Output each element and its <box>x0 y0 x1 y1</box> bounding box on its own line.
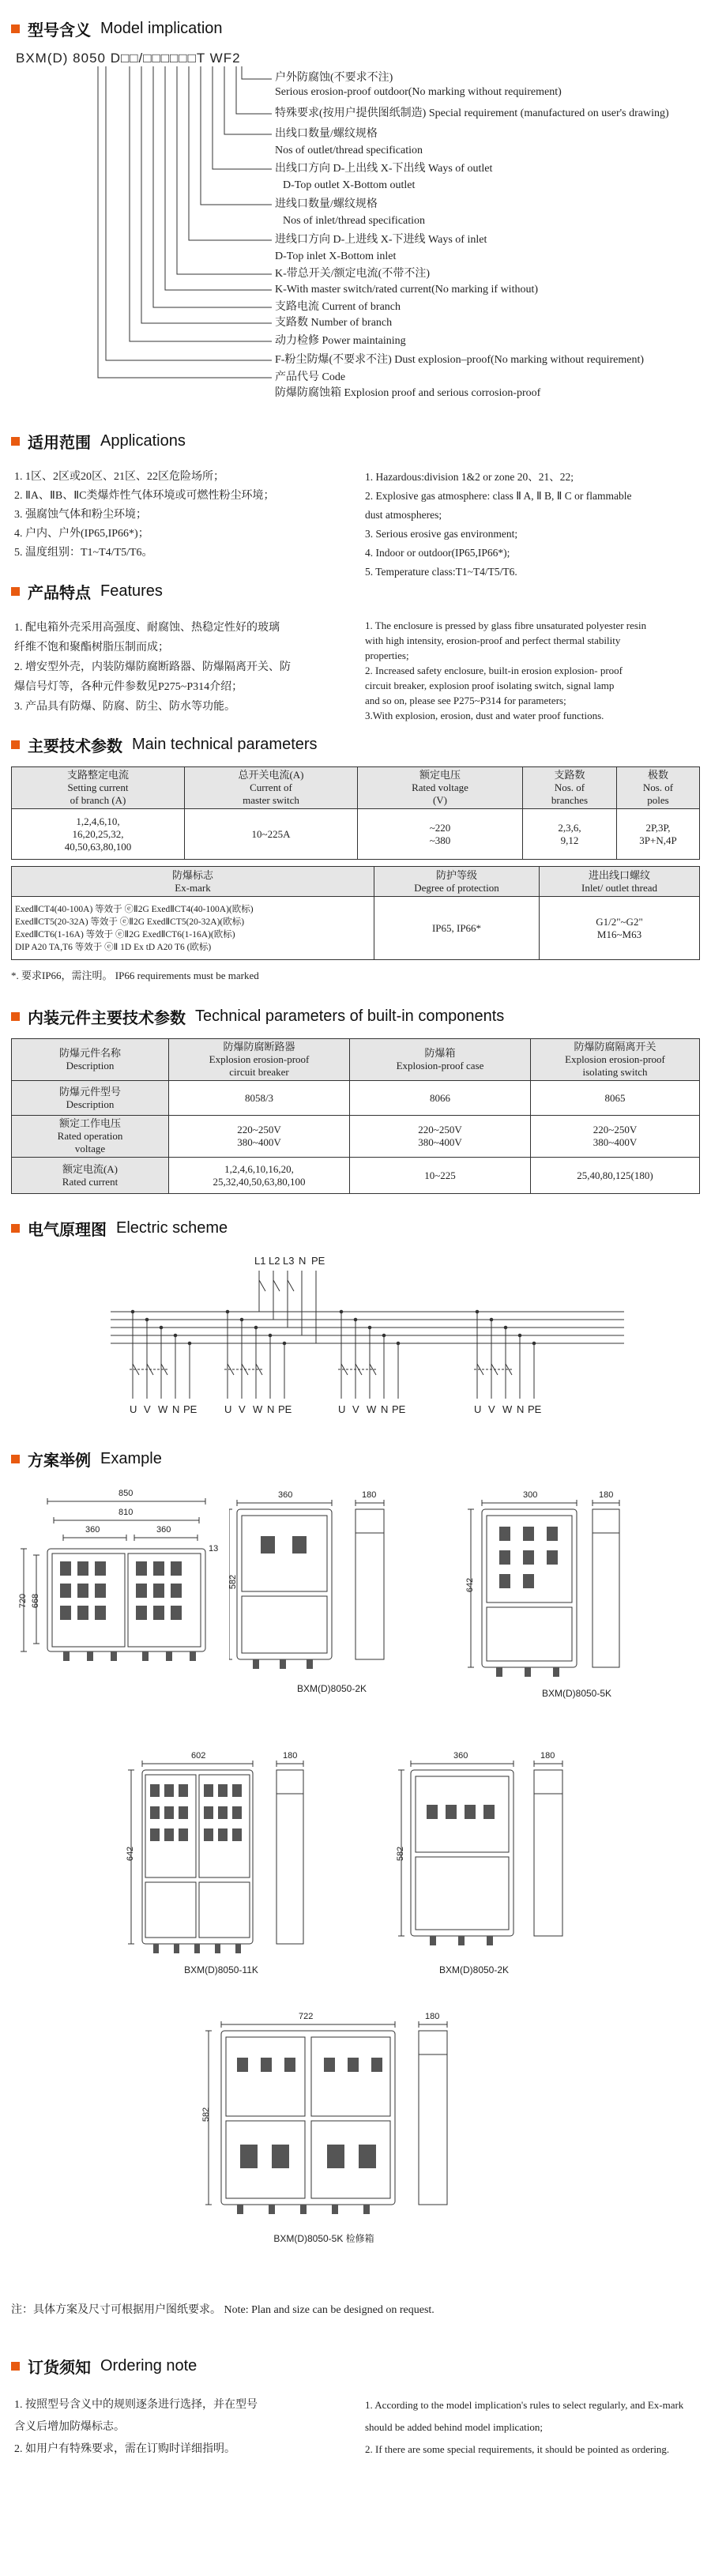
applications-cn: 1. 1区、2区或20区、21区、22区危险场所； 2. ⅡA、ⅡB、ⅡC类爆炸性气体环境或可燃性粉尘环境； 3. 强腐蚀气体和粉尘环境； 4. 户内、户外(IP65,IP66*)； 5. 温度组别：T1~T4/T5/T6。 <box>14 471 275 559</box>
table-header-cell: 极数 Nos. of poles <box>617 767 700 809</box>
table-cell: 220~250V 380~400V <box>531 1116 700 1158</box>
example-drawing-2k-b <box>395 1746 600 1983</box>
table-header-cell: 支路数 Nos. of branches <box>523 767 617 809</box>
model-line: 特殊要求(按用户提供图纸制造) Special requirement (manufactured on user's drawing) <box>275 107 669 119</box>
table-cell: 8058/3 <box>169 1081 350 1116</box>
dimension-label: 582 <box>228 1574 239 1590</box>
outlet-label: N <box>381 1403 389 1415</box>
outlet-label: PE <box>392 1403 406 1415</box>
ordering-cn: 1. 按照型号含义中的规则逐条进行选择，并在型号 含义后增加防爆标志。 2. 如用户有特殊要求，需在订购时详细指明。 <box>14 2399 258 2455</box>
example-drawing-2k <box>229 1486 434 1707</box>
example-drawing-5k <box>458 1486 695 1707</box>
table-cell: 2P,3P, 3P+N,4P <box>617 809 700 860</box>
square-bullet-icon <box>11 587 20 596</box>
section-main-params-title: 主要技术参数 Main technical parameters <box>11 733 318 756</box>
bus-label: L2 <box>269 1255 280 1267</box>
dimension-label: 360 <box>278 1490 293 1500</box>
table-cell: 25,40,80,125(180) <box>531 1158 700 1194</box>
outlet-label: PE <box>183 1403 198 1415</box>
dimension-label: 850 <box>118 1489 134 1498</box>
square-bullet-icon <box>11 2362 20 2371</box>
dimension-label: 722 <box>299 2012 314 2021</box>
outlet-label: W <box>502 1403 513 1415</box>
applications-en: 1. Hazardous:division 1&2 or zone 20、21、22; 2. Explosive gas atmosphere: class Ⅱ A, Ⅱ B, Ⅱ C or flammable dust atmospheres; 3. Serious erosive gas environment; 4. Indoor or outdoor(IP65,IP66*); 5. Temperature class:T1~T4/T5/T6. <box>365 471 632 578</box>
model-line: 动力检修 Power maintaining <box>275 335 406 347</box>
bus-label: PE <box>311 1255 325 1267</box>
dimension-label: 13 <box>209 1544 219 1554</box>
outlet-label: U <box>130 1403 137 1415</box>
model-line: 进线口数量/螺纹规格 <box>275 198 378 210</box>
dimension-label: 642 <box>465 1577 476 1593</box>
table-header-cell: 防爆防腐断路器 Explosion erosion-proof circuit breaker <box>169 1039 350 1081</box>
table-cell: 1,2,4,6,10,16,20, 25,32,40,50,63,80,100 <box>169 1158 350 1194</box>
dimension-label: 180 <box>540 1751 555 1761</box>
dimension-label: 668 <box>31 1593 41 1609</box>
example-caption: BXM(D)8050-11K <box>184 1964 258 1975</box>
outlet-label: W <box>367 1403 377 1415</box>
table-cell: 1,2,4,6,10, 16,20,25,32, 40,50,63,80,100 <box>12 809 185 860</box>
square-bullet-icon <box>11 1455 20 1463</box>
table-cell: 10~225 <box>350 1158 531 1194</box>
model-line: 防爆防腐蚀箱 Explosion proof and serious corrosion-proof <box>275 387 541 399</box>
outlet-label: U <box>338 1403 346 1415</box>
square-bullet-icon <box>11 1224 20 1233</box>
section-components-title: 内装元件主要技术参数 Technical parameters of built-in components <box>11 1005 504 1028</box>
outlet-label: W <box>158 1403 168 1415</box>
model-code: BXM(D) 8050 D□□/□□□□□□T WF2 <box>16 51 241 66</box>
model-line: F-粉尘防爆(不要求不注) Dust explosion–proof(No marking without requirement) <box>275 354 644 366</box>
table-header-cell: 额定电压 Rated voltage (V) <box>358 767 523 809</box>
table-header-cell: 防爆标志 Ex-mark <box>12 867 374 897</box>
main-params-table <box>11 766 700 860</box>
table-cell: 220~250V 380~400V <box>169 1116 350 1158</box>
features-en: 1. The enclosure is pressed by glass fibre unsaturated polyester resin with high intensity, erosion-proof and perfect thermal stability properties; 2. Increased safety enclosure, built-in erosion explosion- proof circuit breaker, explosion proof isolating switch, signal lamp and so on, please see P275~P314 for parameters; 3.With explosion, erosion, dust and water proof functions. <box>365 620 647 721</box>
example-drawing-11k <box>118 1746 356 1983</box>
table-cell: 8065 <box>531 1081 700 1116</box>
model-line: 户外防腐蚀(不要求不注) <box>275 72 393 84</box>
model-line: D-Top inlet X-Bottom inlet <box>275 250 397 262</box>
outlet-label: V <box>488 1403 495 1415</box>
section-applications-title: 适用范围 Applications <box>11 430 186 453</box>
table-header-cell: 防爆防腐隔离开关 Explosion erosion-proof isolating switch <box>531 1039 700 1081</box>
table-header-cell: 防爆箱 Explosion-proof case <box>350 1039 531 1081</box>
bus-label: L1 <box>254 1255 266 1267</box>
model-line: 产品代号 Code <box>275 371 346 383</box>
model-line: 出线口数量/螺纹规格 <box>275 128 378 140</box>
section-electric-title: 电气原理图 Electric scheme <box>11 1217 228 1240</box>
section-example-title: 方案举例 Example <box>11 1448 162 1471</box>
outlet-label: N <box>267 1403 275 1415</box>
outlet-label: W <box>253 1403 263 1415</box>
example-drawing-5k-maintenance <box>198 2007 514 2252</box>
table-cell: ~220 ~380 <box>358 809 523 860</box>
model-line: Nos of outlet/thread specification <box>275 145 423 156</box>
example-caption: BXM(D)8050-5K <box>541 1688 612 1699</box>
components-table <box>11 1038 700 1194</box>
dimension-label: 300 <box>523 1490 538 1500</box>
dimension-label: 180 <box>425 2012 440 2021</box>
table-cell: G1/2"~G2" M16~M63 <box>540 897 700 960</box>
model-line: K-带总开关/额定电流(不带不注) <box>275 268 430 280</box>
dimension-label: 642 <box>126 1846 136 1862</box>
row-label-cell: 额定电流(A) Rated current <box>12 1158 169 1194</box>
example-caption: BXM(D)8050-2K <box>296 1683 367 1694</box>
electric-scheme <box>0 1248 711 1430</box>
model-line: K-With master switch/rated current(No marking if without) <box>275 284 539 296</box>
outlet-label: V <box>352 1403 359 1415</box>
dimension-label: 180 <box>599 1490 614 1500</box>
outlet-label: V <box>239 1403 246 1415</box>
dimension-label: 810 <box>118 1508 134 1517</box>
dimension-label: 582 <box>201 2107 212 2122</box>
outlet-label: N <box>517 1403 525 1415</box>
table-cell: 10~225A <box>185 809 358 860</box>
ip-note: *. 要求IP66，需注明。 IP66 requirements must be marked <box>11 970 259 981</box>
example-drawing-large <box>16 1486 219 1675</box>
section-model-title: 型号含义 Model implication <box>11 17 223 40</box>
square-bullet-icon <box>11 24 20 33</box>
example-note: 注：具体方案及尺寸可根据用户图纸要求。 Note: Plan and size can be designed on request. <box>11 2304 434 2316</box>
example-caption: BXM(D)8050-2K <box>438 1964 510 1975</box>
table-cell: IP65, IP66* <box>374 897 540 960</box>
model-line: 出线口方向 D-上出线 X-下出线 Ways of outlet <box>275 163 493 175</box>
dimension-label: 180 <box>362 1490 377 1500</box>
dimension-label: 360 <box>85 1525 100 1535</box>
row-label-cell: 额定工作电压 Rated operation voltage <box>12 1116 169 1158</box>
dimension-label: 360 <box>453 1751 468 1761</box>
model-line: D-Top outlet X-Bottom outlet <box>283 179 416 191</box>
section-features-title: 产品特点 Features <box>11 580 163 603</box>
outlet-label: U <box>224 1403 232 1415</box>
table-header-cell: 总开关电流(A) Current of master switch <box>185 767 358 809</box>
square-bullet-icon <box>11 437 20 446</box>
square-bullet-icon <box>11 1012 20 1021</box>
ex-mark-cell: ExedⅡCT4(40-100A) 等效于 ⓔⅡ2G ExedⅡCT4(40-100A)(欧标) ExedⅡCT5(20-32A) 等效于 ⓔⅡ2G ExedⅡCT5(20-32A)(欧标) ExedⅡCT6(1-16A) 等效于 ⓔⅡ2G ExedⅡCT6(1-16A)(欧标) DIP A20 TA,T6 等效于 ⓔⅡ 1D Ex tD A20 T6 (欧标) <box>12 897 374 960</box>
model-implication <box>11 51 700 446</box>
outlet-label: PE <box>528 1403 542 1415</box>
outlet-label: U <box>474 1403 482 1415</box>
table-header-cell: 防护等级 Degree of protection <box>374 867 540 897</box>
ex-mark-table <box>11 866 700 960</box>
outlet-label: N <box>172 1403 180 1415</box>
row-label-cell: 防爆元件型号 Description <box>12 1081 169 1116</box>
features-cn: 1. 配电箱外壳采用高强度、耐腐蚀、热稳定性好的玻璃 纤维不饱和聚酯树脂压制而成； 2. 增安型外壳，内装防爆防腐断路器、防爆隔离开关、防 爆信号灯等，各种元件参数见P275~P314介绍； 3. 产品具有防爆、防腐、防尘、防水等功能。 <box>14 622 291 713</box>
dimension-label: 360 <box>156 1525 171 1535</box>
model-line: Serious erosion-proof outdoor(No marking without requirement) <box>275 86 562 98</box>
section-ordering-title: 订货须知 Ordering note <box>11 2355 197 2378</box>
bus-label: L3 <box>283 1255 295 1267</box>
dimension-label: 602 <box>191 1751 206 1761</box>
ordering-en: 1. According to the model implication's rules to select regularly, and Ex-mark should be added behind model implication; 2. If there are some special requirements, it should be pointed as ordering. <box>365 2399 684 2455</box>
model-line: Nos of inlet/thread specification <box>283 215 425 227</box>
dimension-label: 720 <box>18 1593 28 1609</box>
bus-label: N <box>299 1255 307 1267</box>
table-header-cell: 进出线口螺纹 Inlet/ outlet thread <box>540 867 700 897</box>
table-cell: 8066 <box>350 1081 531 1116</box>
table-cell: 220~250V 380~400V <box>350 1116 531 1158</box>
dimension-label: 180 <box>283 1751 298 1761</box>
outlet-label: PE <box>278 1403 292 1415</box>
dimension-label: 582 <box>396 1846 406 1862</box>
table-header-cell: 支路整定电流 Setting current of branch (A) <box>12 767 185 809</box>
table-header-cell: 防爆元件名称 Description <box>12 1039 169 1081</box>
model-line: 支路数 Number of branch <box>275 317 393 329</box>
model-line: 进线口方向 D-上进线 X-下进线 Ways of inlet <box>275 234 487 246</box>
outlet-label: V <box>144 1403 151 1415</box>
table-cell: 2,3,6, 9,12 <box>523 809 617 860</box>
example-caption: BXM(D)8050-5K 检修箱 <box>273 2233 374 2244</box>
square-bullet-icon <box>11 740 20 749</box>
model-line: 支路电流 Current of branch <box>275 301 401 313</box>
